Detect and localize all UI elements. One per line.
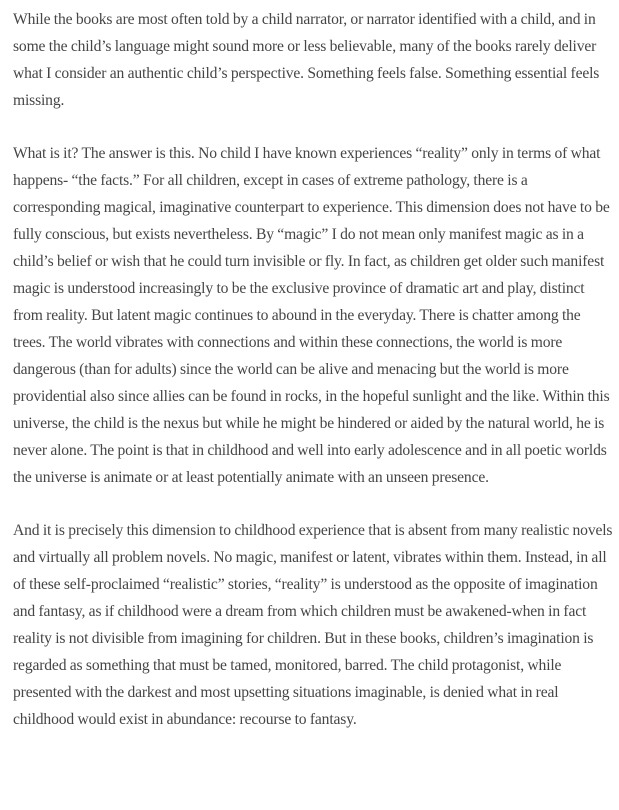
paragraph-1: While the books are most often told by a child narrator, or narrator identified with a child, and in some the child’s language might sound more or less believable, many of the books rarely deliver what I consider an authentic child’s perspective. Something feels false. Something essential feels missing. xyxy=(13,11,600,109)
paragraph-3: And it is precisely this dimension to childhood experience that is absent from many realistic novels and virtually all problem novels. No magic, manifest or latent, vibrates within them. Instead, in all of these self-proclaimed “realistic” stories, “reality” is understood as the opposite of imagination and fantasy, as if childhood were a dream from which children must be awakened-when in fact reality is not divisible from imagining for children. But in these books, children’s imagination is regarded as something that must be tamed, monitored, barred. The child protagonist, while presented with the darkest and most upsetting situations imaginable, is denied what in real childhood would exist in abundance: recourse to fantasy. xyxy=(13,522,613,728)
paragraph-2: What is it? The answer is this. No child I have known experiences “reality” only in terms of what happens- “the facts.” For all children, except in cases of extreme pathology, there is a corresponding magical, imaginative counterpart to experience. This dimension does not have to be fully conscious, but exists nevertheless. By “magic” I do not mean only manifest magic as in a child’s belief or wish that he could turn invisible or fly. In fact, as children get older such manifest magic is understood increasingly to be the exclusive province of dramatic art and play, distinct from reality. But latent magic continues to abound in the everyday. There is chatter among the trees. The world vibrates with connections and within these connections, the world is more dangerous (than for adults) since the world can be alive and menacing but the world is more providential also since allies can be found in rocks, in the hopeful sunlight and the like. Within this universe, the child is the nexus but while he might be hindered or aided by the natural world, he is never alone. The point is that in childhood and well into early adolescence and in all poetic worlds the universe is animate or at least potentially animate with an unseen presence. xyxy=(13,145,610,486)
